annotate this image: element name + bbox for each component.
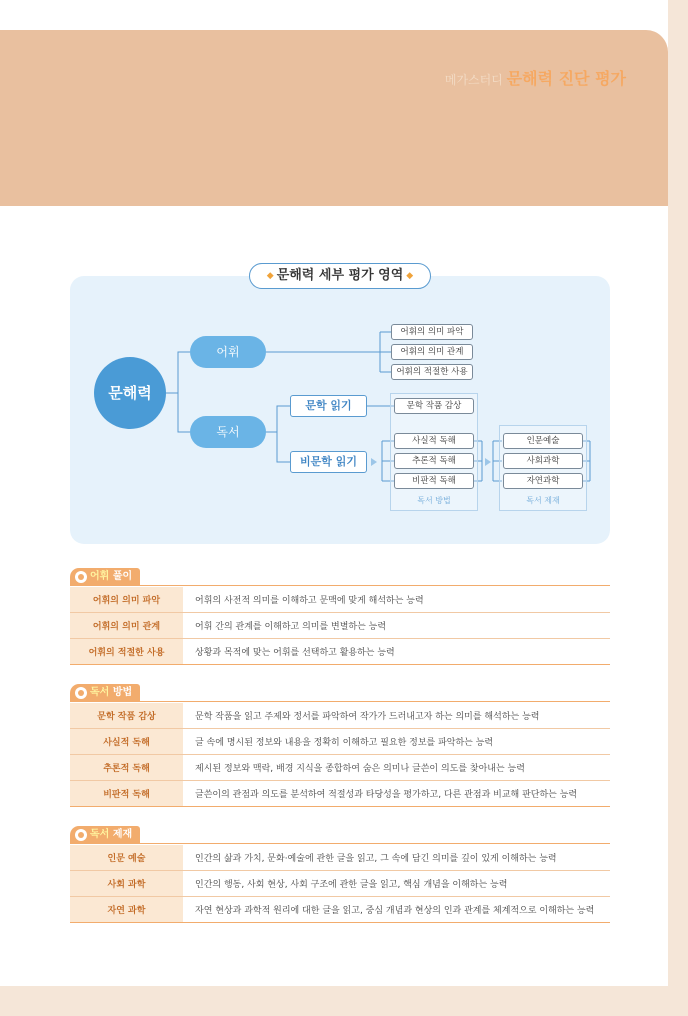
section-header-topic — [70, 826, 610, 844]
literary-reading-node: 문학 읽기 — [290, 395, 367, 417]
section-title-highlight: 어휘 — [90, 571, 110, 582]
section-title-rest: 제재 — [112, 829, 133, 840]
branch-vocab: 어휘 — [190, 336, 266, 368]
nonliterary-reading-node: 비문학 읽기 — [290, 451, 367, 473]
brand-main-title: 문해력 진단 평가 — [506, 69, 626, 88]
method-item: 비판적 독해 — [394, 473, 474, 489]
medal-icon — [75, 687, 87, 699]
row-term: 어휘의 의미 관계 — [70, 613, 183, 639]
vocab-item: 어휘의 의미 파악 — [391, 324, 473, 340]
topic-item: 인문예술 — [503, 433, 583, 449]
row-term: 인문 예술 — [70, 845, 183, 871]
medal-icon — [75, 571, 87, 583]
row-desc: 상황과 목적에 맞는 어휘를 선택하고 활용하는 능력 — [183, 639, 610, 665]
row-desc: 어휘 간의 관계를 이해하고 의미를 변별하는 능력 — [183, 613, 610, 639]
branch-reading: 독서 — [190, 416, 266, 448]
table-row — [70, 755, 610, 781]
row-desc: 자연 현상과 과학적 원리에 대한 글을 읽고, 중심 개념과 현상의 인과 관계를 체계적으로 이해하는 능력 — [183, 897, 610, 923]
section-rule — [70, 701, 610, 703]
section-tab — [70, 684, 140, 702]
section-title-highlight: 독서 — [90, 687, 110, 698]
row-term: 사회 과학 — [70, 871, 183, 897]
topic-item: 자연과학 — [503, 473, 583, 489]
topic-group-label: 독서 제재 — [526, 496, 560, 505]
row-term: 추론적 독해 — [70, 755, 183, 781]
section-rule — [70, 843, 610, 845]
section-tab — [70, 568, 140, 586]
table-row — [70, 587, 610, 613]
table-row — [70, 729, 610, 755]
method-item: 추론적 독해 — [394, 453, 474, 469]
row-term: 자연 과학 — [70, 897, 183, 923]
row-desc: 문학 작품을 읽고 주제와 정서를 파악하여 작가가 드러내고자 하는 의미를 해석하는 능력 — [183, 703, 610, 729]
row-term: 비판적 독해 — [70, 781, 183, 807]
diagram-title-text: 문해력 세부 평가 영역 — [276, 268, 404, 283]
method-group-label: 독서 방법 — [417, 496, 451, 505]
root-node: 문해력 — [94, 357, 166, 429]
row-term: 사실적 독해 — [70, 729, 183, 755]
vocab-item: 어휘의 의미 관계 — [391, 344, 473, 360]
row-desc: 글 속에 명시된 정보와 내용을 정확히 이해하고 필요한 정보를 파악하는 능력 — [183, 729, 610, 755]
row-desc: 인간의 행동, 사회 현상, 사회 구조에 관한 글을 읽고, 핵심 개념을 이해하는 능력 — [183, 871, 610, 897]
table-row — [70, 703, 610, 729]
table-row — [70, 845, 610, 871]
section-header-vocab — [70, 568, 610, 586]
literary-item: 문학 작품 감상 — [394, 398, 474, 414]
table-row — [70, 613, 610, 639]
row-term: 어휘의 적절한 사용 — [70, 639, 183, 665]
method-item: 사실적 독해 — [394, 433, 474, 449]
row-desc: 인간의 삶과 가치, 문화·예술에 관한 글을 읽고, 그 속에 담긴 의미를 깊이 있게 이해하는 능력 — [183, 845, 610, 871]
row-desc: 제시된 정보와 맥락, 배경 지식을 종합하여 숨은 의미나 글쓴이 의도를 찾아내는 능력 — [183, 755, 610, 781]
table-row — [70, 871, 610, 897]
vocab-table — [70, 587, 610, 665]
row-desc: 어휘의 사전적 의미를 이해하고 문맥에 맞게 해석하는 능력 — [183, 587, 610, 613]
section-title-rest: 풀이 — [112, 571, 133, 582]
section-header-method — [70, 684, 610, 702]
section-title-highlight: 독서 — [90, 829, 110, 840]
vocab-item: 어휘의 적절한 사용 — [391, 364, 473, 380]
section-rule — [70, 585, 610, 587]
section-title-rest: 방법 — [112, 687, 133, 698]
topic-item: 사회과학 — [503, 453, 583, 469]
medal-icon — [75, 829, 87, 841]
method-table — [70, 703, 610, 807]
table-row — [70, 897, 610, 923]
diamond-icon: ◆ — [266, 271, 274, 281]
section-tab — [70, 826, 140, 844]
topic-table — [70, 845, 610, 923]
row-desc: 글쓴이의 관점과 의도를 분석하여 적절성과 타당성을 평가하고, 다른 관점과 비교해 판단하는 능력 — [183, 781, 610, 807]
diagram-title — [249, 263, 431, 289]
brand-prefix: 메가스터디 — [444, 73, 503, 87]
row-term: 어휘의 의미 파악 — [70, 587, 183, 613]
table-row — [70, 781, 610, 807]
row-term: 문학 작품 감상 — [70, 703, 183, 729]
diamond-icon: ◆ — [406, 271, 414, 281]
table-row — [70, 639, 610, 665]
